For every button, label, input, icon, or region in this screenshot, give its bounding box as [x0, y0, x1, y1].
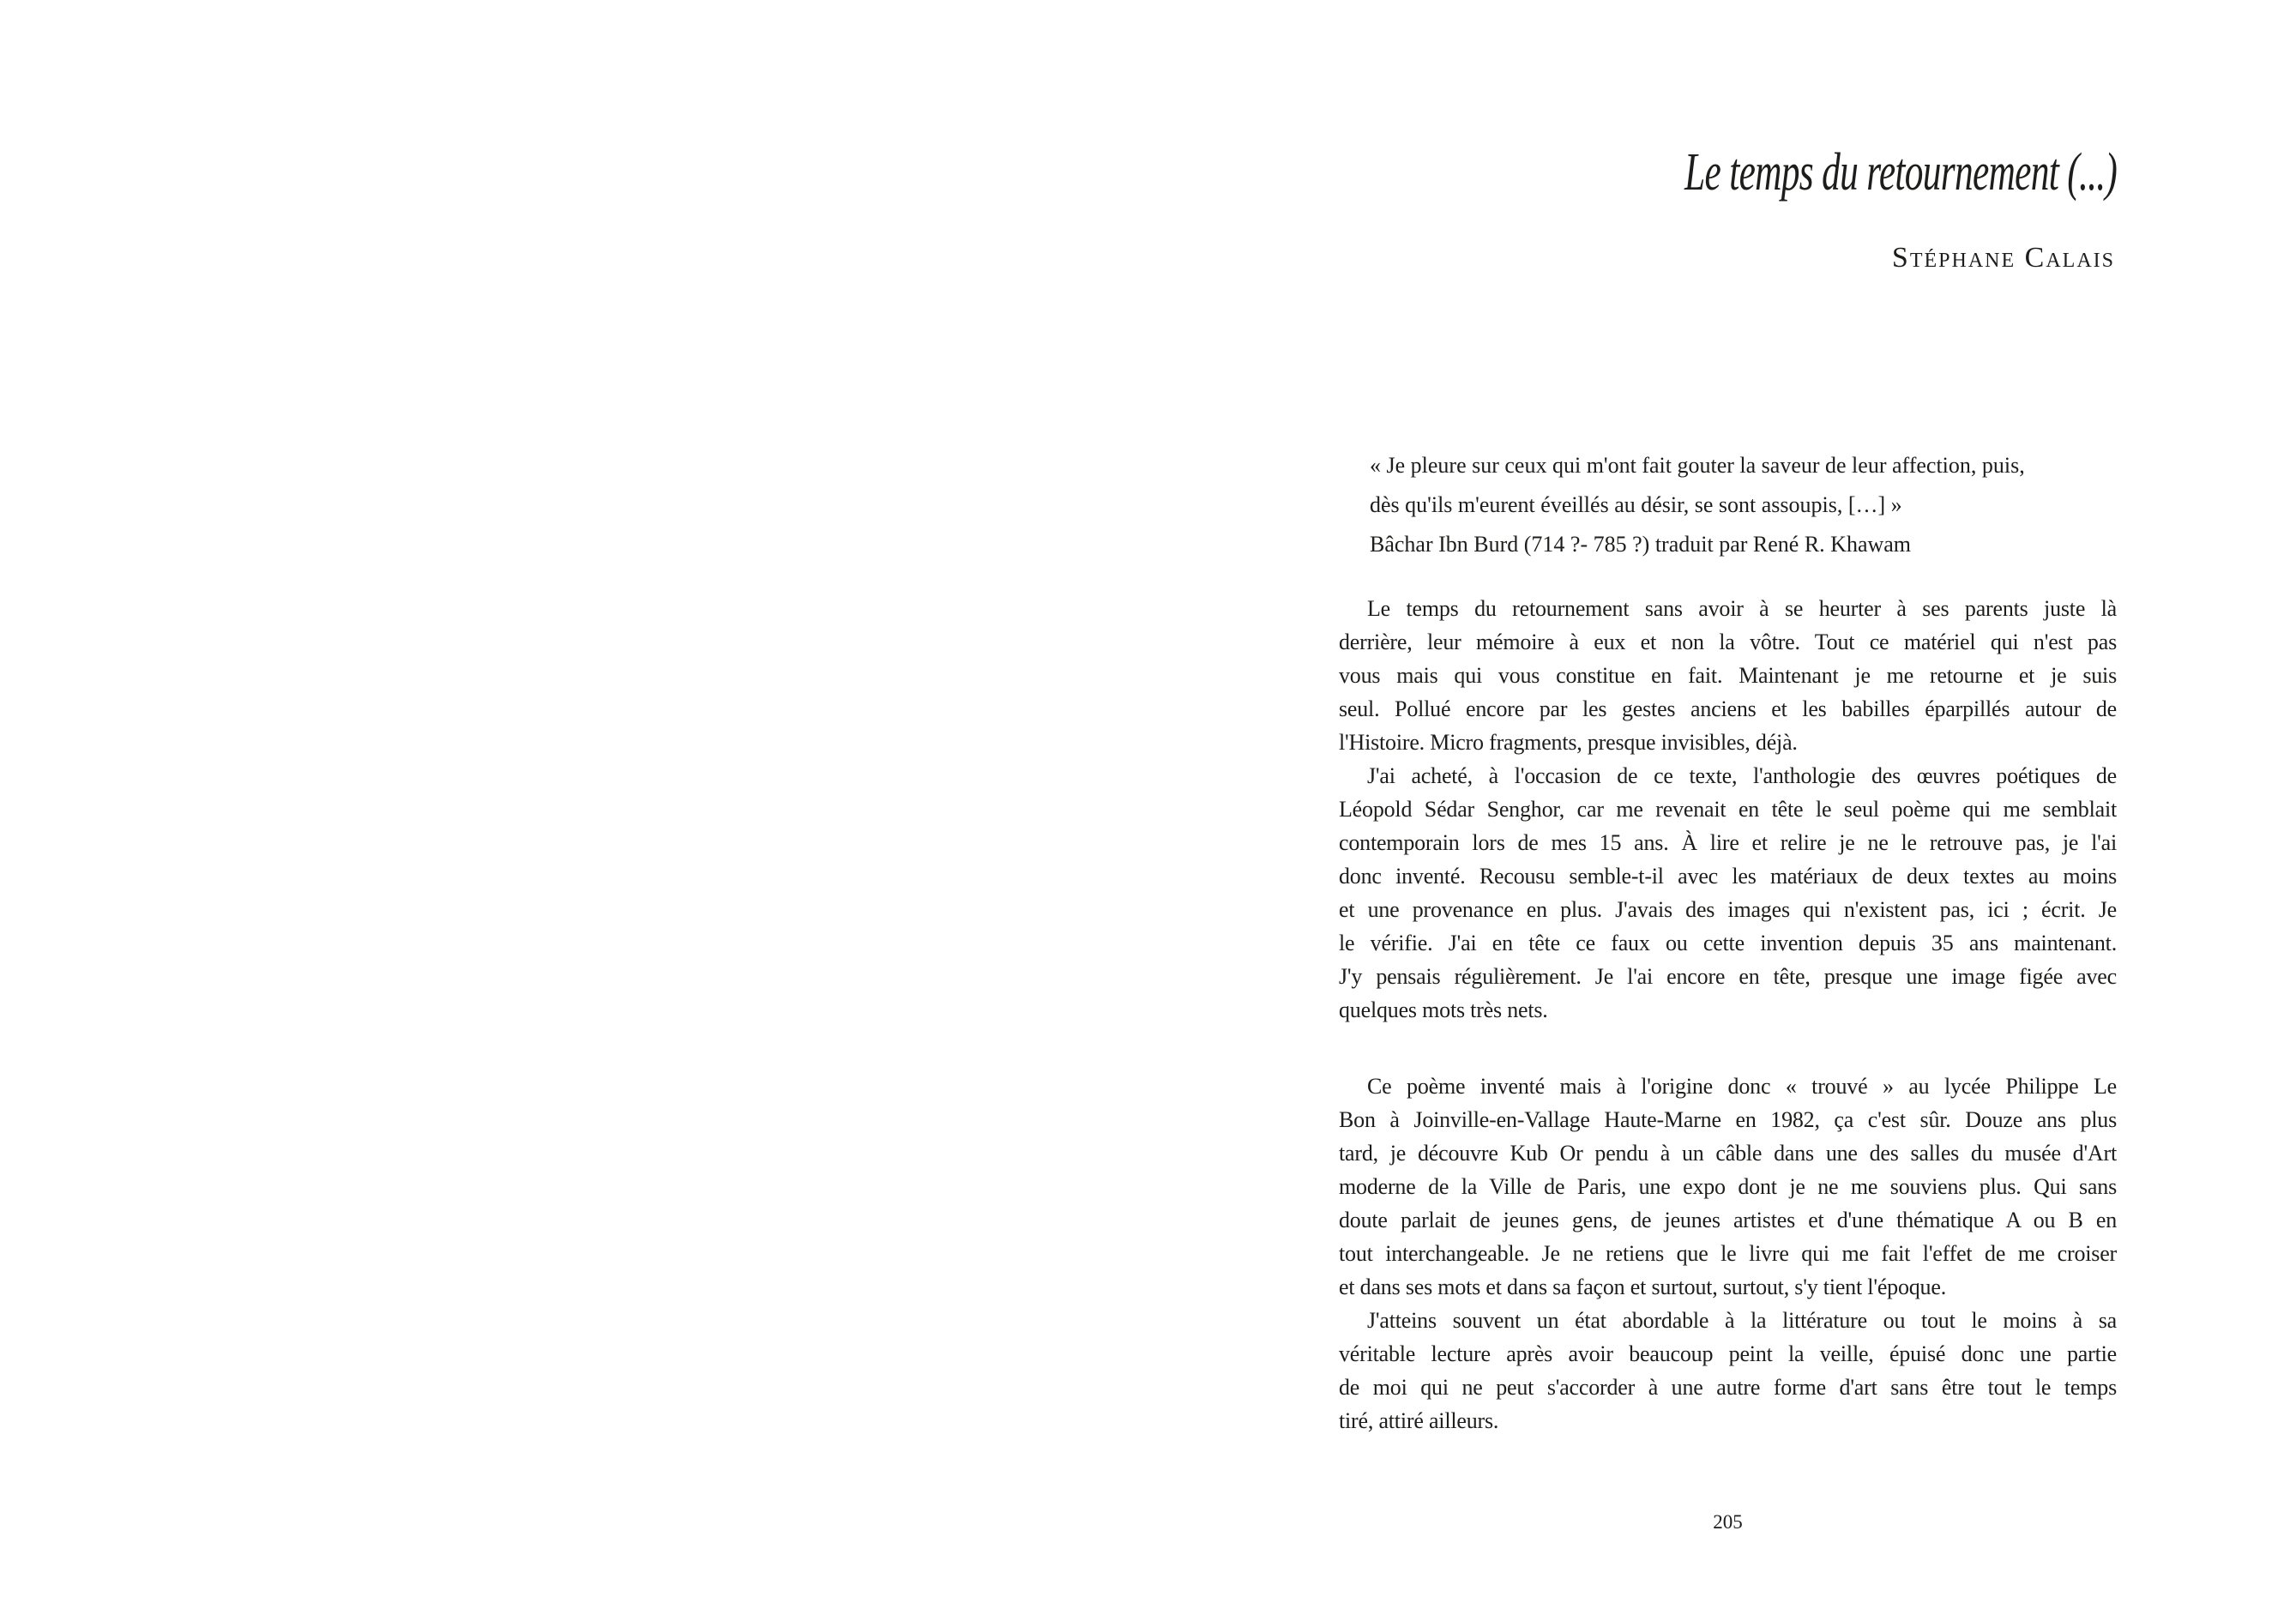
text-line: Léopold Sédar Senghor, car me revenait en tête le seul poème qui me semblait	[1339, 797, 2117, 822]
text-line: donc inventé. Recousu semble-t-il avec les matériaux de deux textes au moins	[1339, 864, 2117, 889]
text-line: vous mais qui vous constitue en fait. Maintenant je me retourne et je suis	[1339, 663, 2117, 688]
text-line: doute parlait de jeunes gens, de jeunes artistes et d'une thématique A ou B en	[1339, 1208, 2117, 1232]
text-line: Le temps du retournement sans avoir à se heurter à ses parents juste là	[1367, 596, 2117, 621]
text-line: derrière, leur mémoire à eux et non la vôtre. Tout ce matériel qui n'est pas	[1339, 630, 2117, 654]
quote-line: Bâchar Ibn Burd (714 ?- 785 ?) traduit par René R. Khawam	[1370, 532, 1912, 557]
author-name: Stéphane Calais	[1891, 242, 2115, 274]
text-line: et une provenance en plus. J'avais des images qui n'existent pas, ici ; écrit. Je	[1339, 897, 2117, 922]
paragraph	[1339, 759, 2117, 1027]
text-line: contemporain lors de mes 15 ans. À lire et relire je ne le retrouve pas, je l'ai	[1339, 830, 2117, 855]
text-line: et dans ses mots et dans sa façon et surtout, surtout, s'y tient l'époque.	[1339, 1275, 1946, 1299]
quote-line: « Je pleure sur ceux qui m'ont fait gouter la saveur de leur affection, puis,	[1370, 453, 2025, 478]
text-line: l'Histoire. Micro fragments, presque invisibles, déjà.	[1339, 730, 1798, 755]
text-line: Ce poème inventé mais à l'origine donc « trouvé » au lycée Philippe Le	[1367, 1074, 2117, 1099]
text-line: tard, je découvre Kub Or pendu à un câble dans une des salles du musée d'Art	[1339, 1141, 2117, 1166]
paragraph	[1339, 1304, 2117, 1437]
text-line: véritable lecture après avoir beaucoup peint la veille, épuisé donc une partie	[1339, 1341, 2117, 1366]
page-title: Le temps du retournement (...)	[1684, 143, 2117, 202]
text-line: J'y pensais régulièrement. Je l'ai encore en tête, presque une image figée avec	[1339, 964, 2117, 989]
text-line: le vérifie. J'ai en tête ce faux ou cette invention depuis 35 ans maintenant.	[1339, 931, 2117, 955]
text-line: quelques mots très nets.	[1339, 997, 1548, 1022]
paragraph	[1339, 1070, 2117, 1304]
text-line: tiré, attiré ailleurs.	[1339, 1408, 1499, 1433]
quote-line: dès qu'ils m'eurent éveillés au désir, se sont assoupis, […] »	[1370, 492, 1902, 517]
page-number: 205	[1713, 1511, 1743, 1533]
text-line: moderne de la Ville de Paris, une expo dont je ne me souviens plus. Qui sans	[1339, 1174, 2117, 1199]
text-line: seul. Pollué encore par les gestes anciens et les babilles éparpillés autour de	[1339, 696, 2117, 721]
text-line: J'ai acheté, à l'occasion de ce texte, l'anthologie des œuvres poétiques de	[1367, 763, 2117, 788]
text-line: tout interchangeable. Je ne retiens que le livre qui me fait l'effet de me croiser	[1339, 1241, 2117, 1266]
text-line: de moi qui ne peut s'accorder à une autre forme d'art sans être tout le temps	[1339, 1375, 2117, 1400]
epigraph-quote-block	[1370, 446, 2124, 564]
text-line: Bon à Joinville-en-Vallage Haute-Marne en 1982, ça c'est sûr. Douze ans plus	[1339, 1107, 2117, 1132]
paragraph	[1339, 592, 2117, 759]
text-line: J'atteins souvent un état abordable à la littérature ou tout le moins à sa	[1367, 1308, 2117, 1333]
main-text-block	[1339, 592, 2117, 1437]
